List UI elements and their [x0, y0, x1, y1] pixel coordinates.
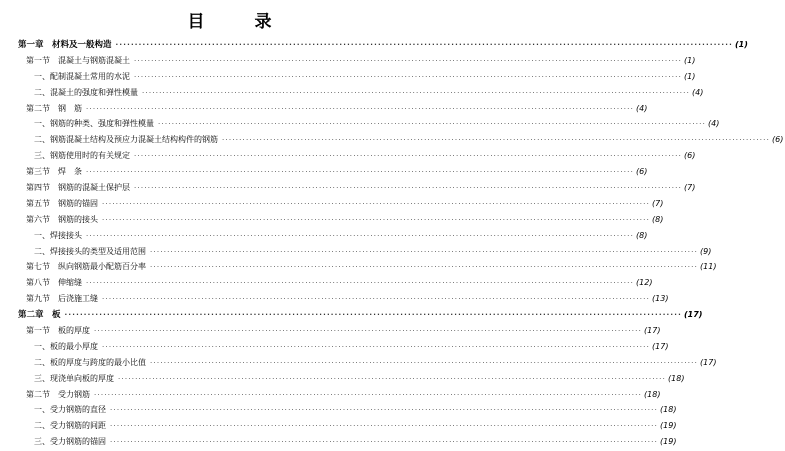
toc-entry-item: [0, 418, 677, 434]
toc-entry-item: [0, 228, 648, 244]
toc-entry-page-number: (11): [700, 262, 717, 272]
toc-entry-item: [0, 355, 717, 371]
toc-entry-page-number: (8): [652, 214, 664, 224]
toc-entry-page-number: (7): [652, 198, 664, 208]
toc-entry-label: 一、钢筋的种类、强度和弹性模量: [34, 119, 154, 129]
leader-dots: ································································································································································: [94, 390, 643, 399]
toc-entry-label: 第一章 材料及一般构造: [18, 40, 112, 50]
toc-entry-item: [0, 69, 696, 85]
toc-entry-item: [0, 85, 704, 101]
leader-dots: ································································································································································: [102, 199, 651, 208]
toc-entry-page-number: (4): [692, 87, 704, 97]
toc-entry-page-number: (6): [684, 151, 696, 161]
toc-entry-label: 一、板的最小厚度: [34, 341, 98, 351]
leader-dots: ································································································································································: [150, 263, 699, 272]
toc-entry-label: 一、配制混凝土常用的水泥: [34, 71, 130, 81]
toc-entry-section: [0, 387, 661, 403]
leader-dots: ································································································································································: [110, 422, 659, 431]
toc-entry-page-number: (9): [700, 246, 712, 256]
toc-entry-label: 二、板的厚度与跨度的最小比值: [34, 357, 146, 367]
toc-entry-label: 第六节 钢筋的接头: [26, 214, 98, 224]
leader-dots: ································································································································································: [134, 56, 683, 65]
toc-entry-page-number: (6): [772, 135, 784, 145]
toc-entry-label: 二、焊接接头的类型及适用范围: [34, 246, 146, 256]
leader-dots: ································································································································································: [134, 184, 683, 193]
leader-dots: ································································································································································: [94, 327, 643, 336]
toc-entry-item: [0, 434, 677, 450]
toc-entry-item: [0, 148, 696, 164]
toc-entry-label: 第四节 钢筋的混凝土保护层: [26, 183, 130, 193]
toc-entry-label: 二、混凝土的强度和弹性模量: [34, 87, 138, 97]
leader-dots: ································································································································································: [86, 279, 635, 288]
toc-entry-item: [0, 132, 784, 148]
toc-entry-page-number: (6): [636, 167, 648, 177]
toc-entry-section: [0, 180, 696, 196]
toc-entry-label: 二、钢筋混凝土结构及预应力混凝土结构构件的钢筋: [34, 135, 218, 145]
toc-entry-section: [0, 259, 717, 275]
toc-entry-label: 三、钢筋使用时的有关规定: [34, 151, 130, 161]
toc-entry-page-number: (18): [660, 405, 677, 415]
toc-entry-label: 第五节 钢筋的锚固: [26, 198, 98, 208]
toc-entry-chapter: [0, 307, 703, 323]
toc-entry-page-number: (17): [652, 341, 669, 351]
toc-entry-label: 一、受力钢筋的直径: [34, 405, 106, 415]
leader-dots: ································································································································································: [102, 295, 651, 304]
leader-dots: ································································································································································: [86, 231, 635, 240]
leader-dots: ································································································································································: [86, 168, 635, 177]
leader-dots: ································································································································································: [222, 136, 771, 145]
leader-dots: ································································································································································: [158, 120, 707, 129]
toc-entry-item: [0, 371, 685, 387]
toc-entry-page-number: (18): [668, 373, 685, 383]
toc-entry-label: 第七节 纵向钢筋最小配筋百分率: [26, 262, 146, 272]
toc-entry-section: [0, 164, 648, 180]
toc-entry-label: 第九节 后浇施工缝: [26, 294, 98, 304]
leader-dots: ································································································································································: [110, 406, 659, 415]
leader-dots: ································································································································································: [86, 104, 635, 113]
toc-entry-item: [0, 339, 669, 355]
table-of-contents: [0, 37, 784, 450]
toc-entry-label: 第三节 焊 条: [26, 167, 82, 177]
toc-entry-label: 第八节 伸缩缝: [26, 278, 82, 288]
toc-entry-page-number: (17): [683, 310, 703, 320]
page-title: 目 录: [187, 12, 294, 32]
toc-entry-chapter: [0, 37, 748, 53]
toc-entry-section: [0, 291, 669, 307]
toc-entry-section: [0, 101, 648, 117]
leader-dots: ································································································································································: [102, 342, 651, 351]
toc-entry-label: 三、受力钢筋的锚固: [34, 437, 106, 447]
toc-entry-page-number: (1): [734, 40, 748, 49]
toc-entry-page-number: (19): [660, 437, 677, 447]
toc-entry-page-number: (17): [700, 357, 717, 367]
leader-dots: ································································································································································: [134, 72, 683, 81]
toc-entry-page-number: (12): [636, 278, 653, 288]
toc-entry-label: 一、焊接接头: [34, 230, 82, 240]
leader-dots: ································································································································································: [64, 311, 682, 320]
toc-entry-page-number: (19): [660, 421, 677, 431]
toc-entry-section: [0, 196, 664, 212]
leader-dots: ································································································································································: [150, 247, 699, 256]
toc-entry-label: 第二章 板: [18, 310, 61, 321]
toc-entry-page-number: (7): [684, 183, 696, 193]
toc-entry-item: [0, 402, 677, 418]
leader-dots: ································································································································································: [115, 41, 733, 49]
toc-entry-section: [0, 53, 696, 69]
toc-entry-page-number: (18): [644, 389, 661, 399]
toc-entry-label: 二、受力钢筋的间距: [34, 421, 106, 431]
toc-entry-label: 第一节 混凝土与钢筋混凝土: [26, 55, 130, 65]
toc-entry-label: 第二节 钢 筋: [26, 103, 82, 113]
toc-entry-page-number: (17): [644, 326, 661, 336]
leader-dots: ································································································································································: [134, 152, 683, 161]
toc-entry-page-number: (8): [636, 230, 648, 240]
toc-entry-page-number: (4): [636, 103, 648, 113]
toc-entry-label: 三、现浇单向板的厚度: [34, 373, 114, 383]
toc-entry-item: [0, 244, 712, 260]
leader-dots: ································································································································································: [150, 358, 699, 367]
toc-entry-label: 第一节 板的厚度: [26, 326, 90, 336]
toc-entry-page-number: (1): [684, 71, 696, 81]
toc-entry-section: [0, 212, 664, 228]
leader-dots: ································································································································································: [102, 215, 651, 224]
leader-dots: ································································································································································: [118, 374, 667, 383]
leader-dots: ································································································································································: [110, 438, 659, 447]
toc-entry-page-number: (1): [684, 55, 696, 65]
toc-entry-item: [0, 116, 720, 132]
toc-entry-section: [0, 323, 661, 339]
toc-entry-page-number: (13): [652, 294, 669, 304]
toc-entry-page-number: (4): [708, 119, 720, 129]
toc-entry-label: 第二节 受力钢筋: [26, 389, 90, 399]
leader-dots: ································································································································································: [142, 88, 691, 97]
toc-entry-section: [0, 275, 653, 291]
